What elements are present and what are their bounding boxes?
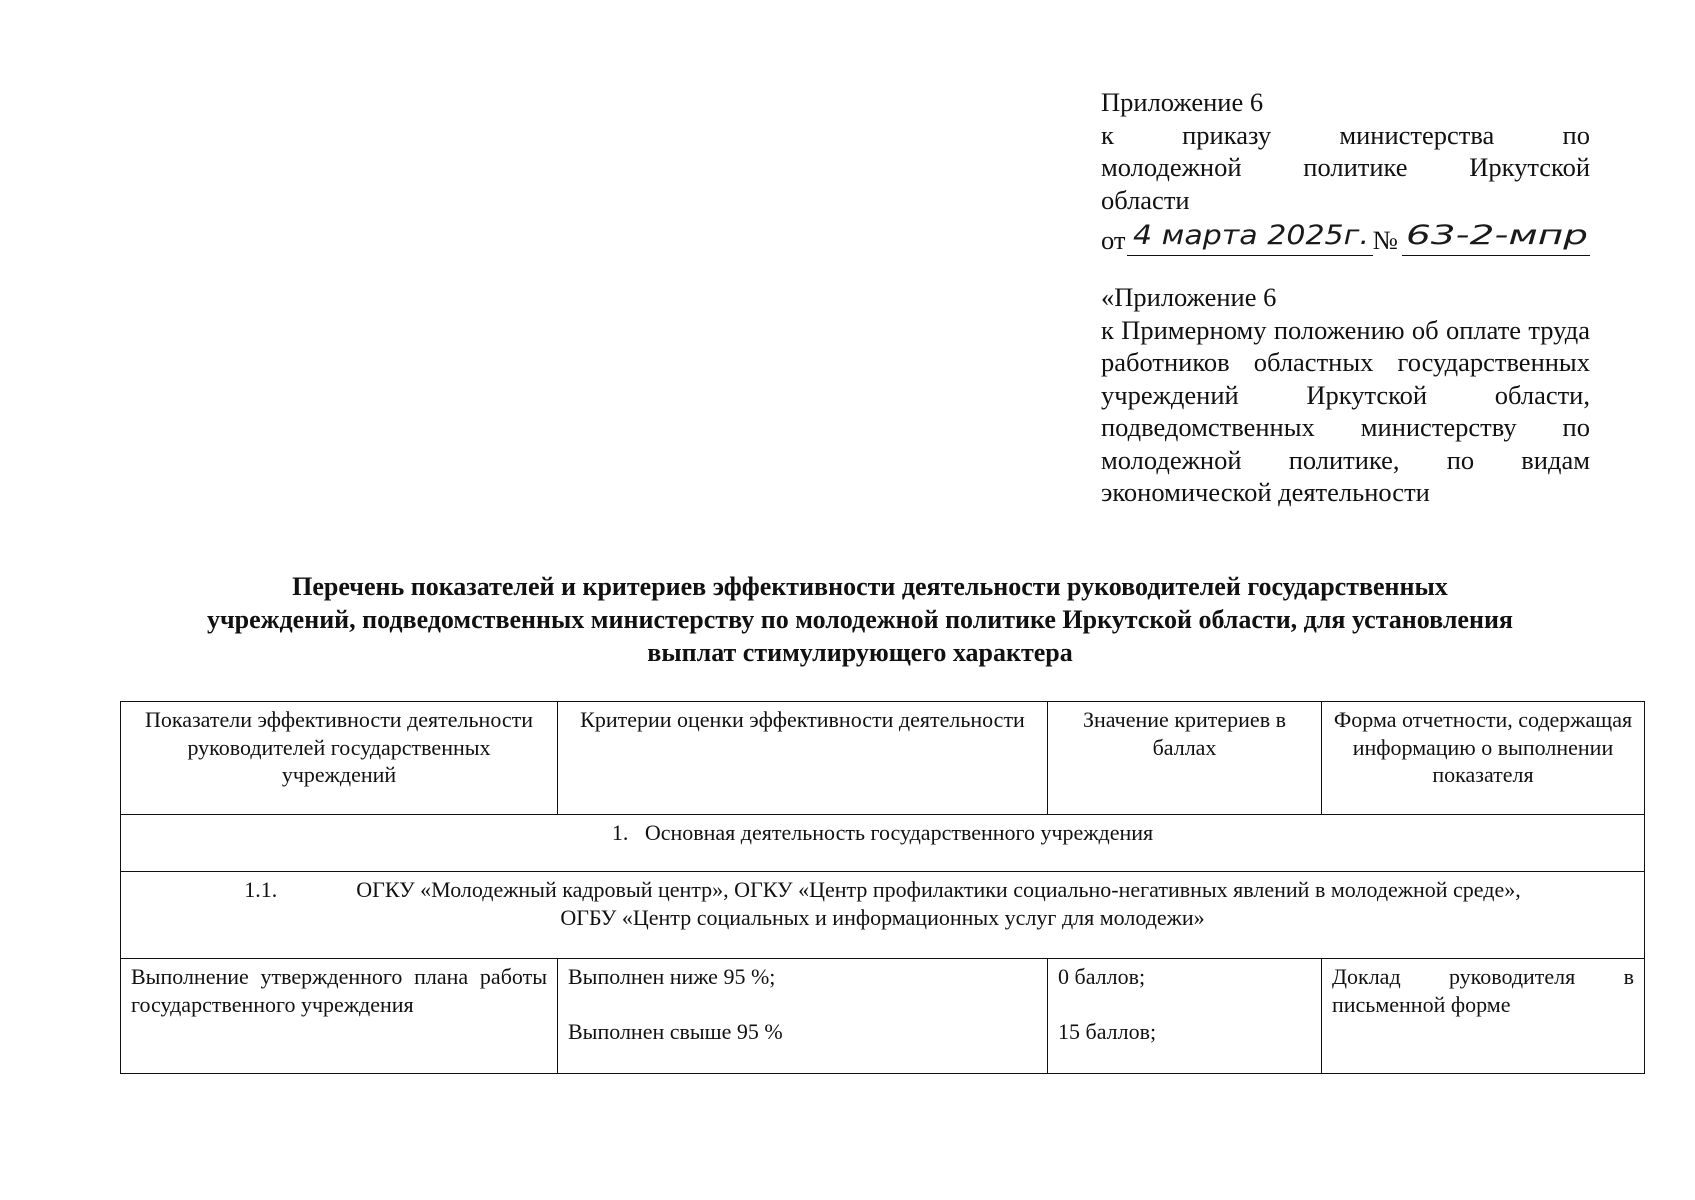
date-prefix: от [1101,224,1126,255]
handwritten-number-text: 63-2-мпр [1406,220,1589,251]
handwritten-date-text: 4 марта 2025г. [1133,220,1370,251]
section-heading: 1. Основная деятельность государственного учреждения [121,815,1645,872]
handwritten-number [1402,217,1592,255]
subsection-row [121,872,1645,959]
annex-order-word: к [1101,119,1114,150]
indicator-cell: Выполнение утвержденного плана работы государственного учреждения [121,959,558,1074]
criteria-cell [558,959,1048,1074]
annex-regulation-title: «Приложение 6 [1101,282,1277,312]
header-criteria: Критерии оценки эффективности деятельности [558,702,1048,815]
score-low: 0 баллов; [1058,964,1146,989]
annex-regulation-block [1101,281,1590,509]
table-header-row [121,702,1645,815]
handwritten-number-field [1402,217,1590,256]
table-row [121,959,1645,1074]
handwritten-date-field [1127,217,1372,256]
subsection-line-2: ОГБУ «Центр социальных и информационных услуг для молодежи» [560,904,1205,930]
annex-order-line3: области [1101,184,1190,215]
title-line-2: учреждений, подведомственных министерству по молодежной политике Иркутской области, для установления [207,605,1513,634]
spacer [1058,991,1311,1018]
title-line-3: выплат стимулирующего характера [647,638,1073,667]
annex-order-word: Иркутской [1469,152,1590,182]
annex-order-line2 [1101,151,1590,184]
subsection-text-1: ОГКУ «Молодежный кадровый центр», ОГКУ «Центр профилактики социально-негативных явлений в молодежной среде», [356,877,1521,902]
criterion-above: Выполнен свыше 95 % [568,1018,783,1044]
header-report-form: Форма отчетности, содержащая информацию о выполнении показателя [1322,702,1645,815]
subsection-line-1 [131,876,1634,904]
annex-order-word: по [1562,119,1590,150]
score-cell [1048,959,1322,1074]
section-row [121,815,1645,872]
header-indicators: Показатели эффективности деятельности руководителей государственных учреждений [121,702,558,815]
header-score-values: Значение критериев в баллах [1048,702,1322,815]
subsection-cell [121,872,1645,959]
annex-regulation-body: к Примерному положению об оплате труда работников областных государственных учреждений Иркутской области, подведомственных министерству по молодежной политике, по видам экономической деятельности [1101,314,1590,507]
annex-order-word: молодежной [1101,152,1242,182]
title-line-1: Перечень показателей и критериев эффективности деятельности руководителей государственных [292,572,1448,601]
subsection-number: 1.1. [244,877,278,902]
criteria-table [120,701,1645,1074]
annex-order-block [1101,86,1590,256]
annex-order-word: приказу [1182,119,1272,150]
handwritten-date [1127,217,1375,255]
document-title [80,570,1640,669]
annex-order-word: министерства [1339,119,1495,150]
annex-order-title: Приложение 6 [1101,87,1264,117]
spacer [568,991,1037,1018]
number-sign: № [1372,224,1399,255]
annex-order-line1 [1101,119,1590,152]
report-cell: Доклад руководителя в письменной форме [1322,959,1645,1074]
annex-order-word: политике [1303,152,1408,182]
order-date-number-line [1101,216,1590,256]
score-high: 15 баллов; [1058,1018,1157,1044]
criterion-below: Выполнен ниже 95 %; [568,964,776,989]
